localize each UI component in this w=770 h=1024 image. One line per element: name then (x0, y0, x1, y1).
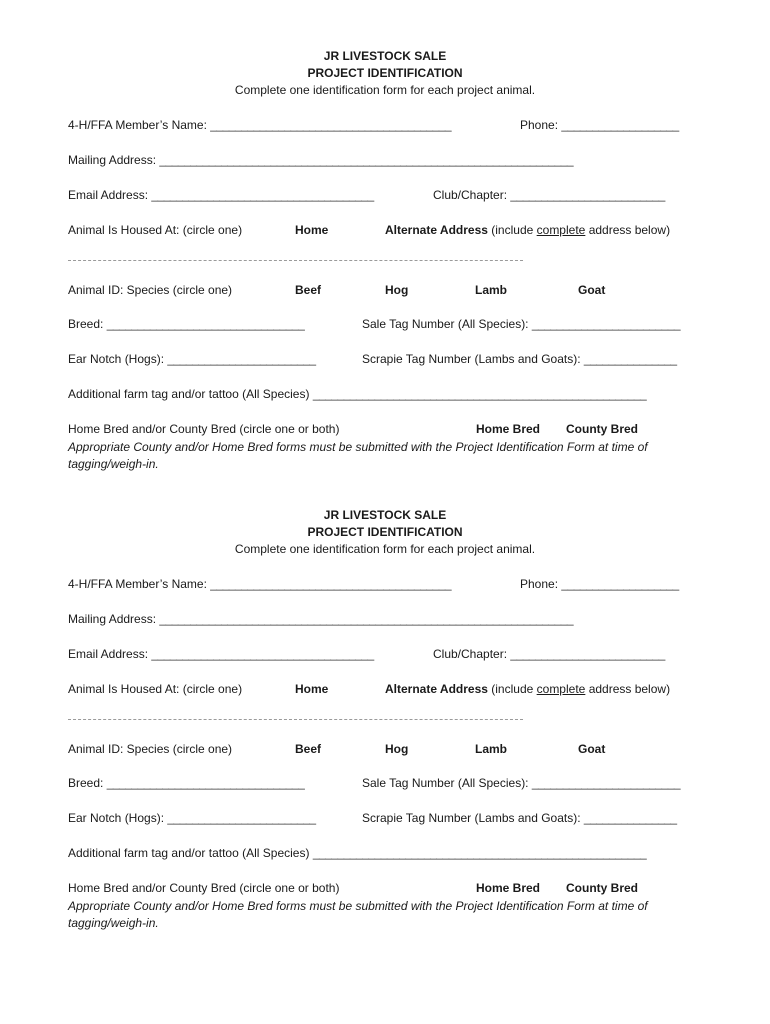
housed-complete-text: complete (536, 223, 586, 237)
housed-include-text: (include (491, 682, 534, 696)
breed-field[interactable]: ________________________________ (106, 776, 305, 790)
bred-option-county[interactable]: County Bred (566, 881, 638, 895)
email-label: Email Address: (68, 647, 149, 661)
sale-tag-field[interactable]: ________________________ (531, 317, 681, 331)
species-goat[interactable]: Goat (578, 742, 606, 756)
scrapie-field[interactable]: _______________ (583, 352, 677, 366)
phone-row (520, 118, 679, 132)
sale-tag-field[interactable]: ________________________ (531, 776, 681, 790)
form-subtitle: PROJECT IDENTIFICATION (307, 525, 463, 539)
phone-row (520, 577, 679, 591)
breed-label: Breed: (68, 776, 104, 790)
animal-id-label: Animal ID: Species (circle one) (68, 283, 233, 297)
mailing-field[interactable]: ___________________________________________________________________ (159, 153, 574, 167)
bred-option-county[interactable]: County Bred (566, 422, 638, 436)
farm-tag-row (68, 846, 646, 860)
farm-tag-field[interactable]: ______________________________________________________ (312, 846, 647, 860)
farm-tag-row (68, 387, 646, 401)
sale-tag-label: Sale Tag Number (All Species): (362, 317, 529, 331)
bred-option-home[interactable]: Home Bred (476, 422, 541, 436)
farm-tag-label: Additional farm tag and/or tattoo (All Species) (68, 846, 310, 860)
sale-tag-row (362, 776, 680, 790)
mailing-row (68, 153, 573, 167)
email-field[interactable]: ____________________________________ (151, 188, 374, 202)
housed-below-text: address below) (588, 223, 671, 237)
email-row (68, 188, 374, 202)
species-lamb[interactable]: Lamb (475, 742, 508, 756)
club-row (433, 647, 665, 661)
phone-label: Phone: (520, 118, 559, 132)
member-name-label: 4-H/FFA Member’s Name: (68, 118, 207, 132)
member-name-field[interactable]: _______________________________________ (210, 577, 452, 591)
scrapie-field[interactable]: _______________ (583, 811, 677, 825)
species-hog[interactable]: Hog (385, 742, 409, 756)
bred-label: Home Bred and/or County Bred (circle one or both) (68, 422, 340, 436)
alternate-address-line[interactable] (68, 260, 523, 261)
mailing-field[interactable]: ___________________________________________________________________ (159, 612, 574, 626)
alternate-address-line[interactable] (68, 719, 523, 720)
ear-notch-field[interactable]: ________________________ (167, 352, 316, 366)
mailing-label: Mailing Address: (68, 153, 157, 167)
form-instruction: Complete one identification form for each project animal. (234, 83, 536, 97)
housed-label: Animal Is Housed At: (circle one) (68, 682, 243, 696)
housed-option-alternate[interactable]: Alternate Address (385, 682, 488, 696)
note-line-2: tagging/weigh-in. (68, 457, 159, 471)
farm-tag-field[interactable]: ______________________________________________________ (312, 387, 647, 401)
bred-label: Home Bred and/or County Bred (circle one or both) (68, 881, 340, 895)
scrapie-row (362, 811, 677, 825)
note-line-1: Appropriate County and/or Home Bred forms must be submitted with the Project Identification Form at time of (68, 899, 648, 913)
housed-alt-row (385, 682, 670, 696)
species-goat[interactable]: Goat (578, 283, 606, 297)
breed-row (68, 317, 304, 331)
member-name-row (68, 577, 451, 591)
ear-notch-label: Ear Notch (Hogs): (68, 811, 165, 825)
club-label: Club/Chapter: (433, 647, 508, 661)
ear-notch-label: Ear Notch (Hogs): (68, 352, 165, 366)
form-instruction: Complete one identification form for each project animal. (234, 542, 536, 556)
club-field[interactable]: _________________________ (510, 188, 665, 202)
breed-field[interactable]: ________________________________ (106, 317, 305, 331)
housed-complete-text: complete (536, 682, 586, 696)
scrapie-label: Scrapie Tag Number (Lambs and Goats): (362, 811, 581, 825)
phone-label: Phone: (520, 577, 559, 591)
note-line-2: tagging/weigh-in. (68, 916, 159, 930)
phone-field[interactable]: ___________________ (561, 118, 679, 132)
housed-below-text: address below) (588, 682, 671, 696)
ear-notch-row (68, 811, 316, 825)
member-name-label: 4-H/FFA Member’s Name: (68, 577, 207, 591)
sale-tag-label: Sale Tag Number (All Species): (362, 776, 529, 790)
scrapie-row (362, 352, 677, 366)
bred-option-home[interactable]: Home Bred (476, 881, 541, 895)
form-title: JR LIVESTOCK SALE (323, 508, 447, 522)
housed-option-home[interactable]: Home (295, 223, 329, 237)
club-row (433, 188, 665, 202)
email-field[interactable]: ____________________________________ (151, 647, 374, 661)
email-label: Email Address: (68, 188, 149, 202)
species-beef[interactable]: Beef (295, 742, 322, 756)
phone-field[interactable]: ___________________ (561, 577, 679, 591)
club-field[interactable]: _________________________ (510, 647, 665, 661)
breed-row (68, 776, 304, 790)
animal-id-label: Animal ID: Species (circle one) (68, 742, 233, 756)
member-name-row (68, 118, 451, 132)
sale-tag-row (362, 317, 680, 331)
scrapie-label: Scrapie Tag Number (Lambs and Goats): (362, 352, 581, 366)
housed-option-home[interactable]: Home (295, 682, 329, 696)
housed-alt-row (385, 223, 670, 237)
species-beef[interactable]: Beef (295, 283, 322, 297)
breed-label: Breed: (68, 317, 104, 331)
club-label: Club/Chapter: (433, 188, 508, 202)
species-lamb[interactable]: Lamb (475, 283, 508, 297)
email-row (68, 647, 374, 661)
farm-tag-label: Additional farm tag and/or tattoo (All Species) (68, 387, 310, 401)
mailing-row (68, 612, 573, 626)
ear-notch-row (68, 352, 316, 366)
housed-label: Animal Is Housed At: (circle one) (68, 223, 243, 237)
ear-notch-field[interactable]: ________________________ (167, 811, 316, 825)
note-line-1: Appropriate County and/or Home Bred forms must be submitted with the Project Identification Form at time of (68, 440, 648, 454)
mailing-label: Mailing Address: (68, 612, 157, 626)
housed-option-alternate[interactable]: Alternate Address (385, 223, 488, 237)
form-title: JR LIVESTOCK SALE (323, 49, 447, 63)
member-name-field[interactable]: _______________________________________ (210, 118, 452, 132)
housed-include-text: (include (491, 223, 534, 237)
form-subtitle: PROJECT IDENTIFICATION (307, 66, 463, 80)
species-hog[interactable]: Hog (385, 283, 409, 297)
